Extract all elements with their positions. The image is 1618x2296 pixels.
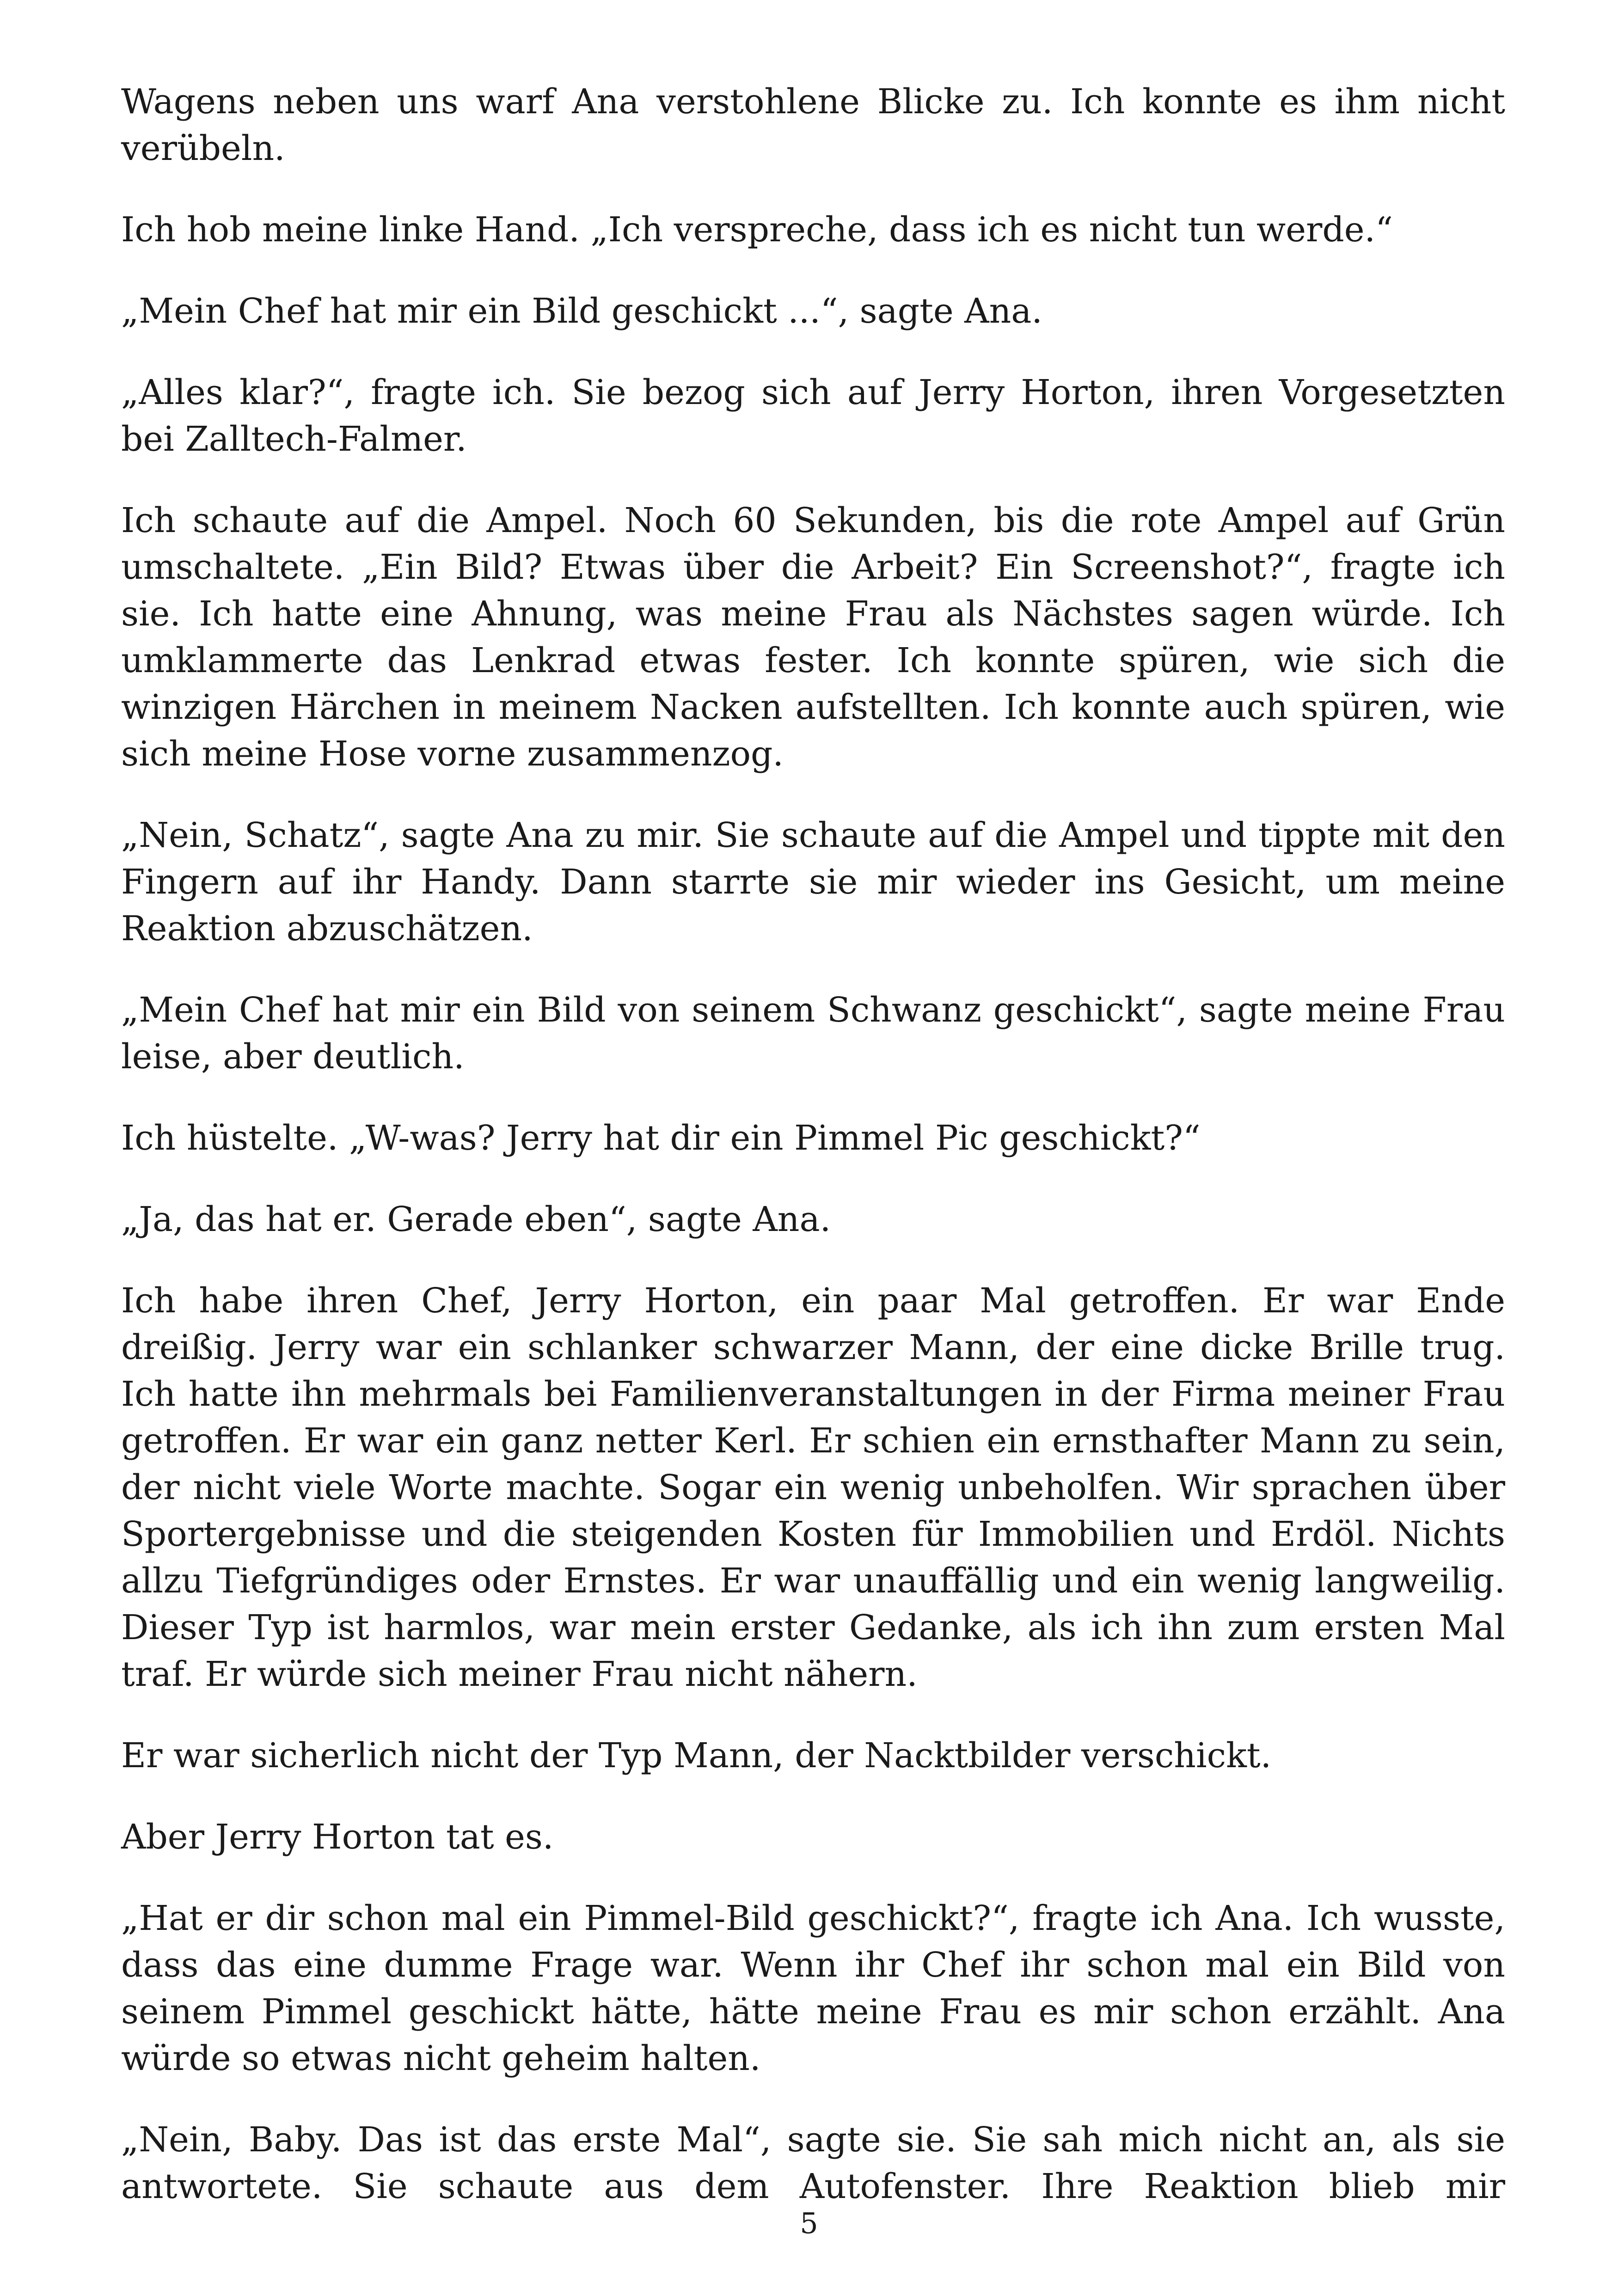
paragraph: Er war sicherlich nicht der Typ Mann, der Nacktbilder verschickt.	[121, 1736, 1272, 1776]
paragraph: „Nein, Schatz“, sagte Ana zu mir. Sie schaute auf die Ampel und tippte mit den Fingern auf ihr Handy. Dann starrte sie mir wieder ins Gesicht, um meine Reaktion abzuschätzen.	[121, 815, 1505, 949]
paragraph: „Ja, das hat er. Gerade eben“, sagte Ana.	[121, 1200, 831, 1239]
paragraph: Wagens neben uns warf Ana verstohlene Blicke zu. Ich konnte es ihm nicht verübeln.	[121, 82, 1505, 168]
paragraph: Ich hüstelte. „W-was? Jerry hat dir ein Pimmel Pic geschickt?“	[121, 1118, 1201, 1158]
paragraph: Ich schaute auf die Ampel. Noch 60 Sekunden, bis die rote Ampel auf Grün umschaltete. „Ein Bild? Etwas über die Arbeit? Ein Screenshot?“, fragte ich sie. Ich hatte eine Ahnung, was meine Frau als Nächstes sagen würde. Ich umklammerte das Lenkrad etwas fester. Ich konnte spüren, wie sich die winzigen Härchen in meinem Nacken aufstellten. Ich konnte auch spüren, wie sich meine Hose vorne zusammenzog.	[121, 501, 1505, 774]
paragraph: „Mein Chef hat mir ein Bild von seinem Schwanz geschickt“, sagte meine Frau leise, aber deutlich.	[121, 990, 1505, 1077]
paragraph: „Mein Chef hat mir ein Bild geschickt ...“, sagte Ana.	[121, 291, 1042, 331]
paragraph: Ich habe ihren Chef, Jerry Horton, ein paar Mal getroffen. Er war Ende dreißig. Jerry war ein schlanker schwarzer Mann, der eine dicke Brille trug. Ich hatte ihn mehrmals bei Familienveranstaltungen in der Firma meiner Frau getroffen. Er war ein ganz netter Kerl. Er schien ein ernsthafter Mann zu sein, der nicht viele Worte machte. Sogar ein wenig unbeholfen. Wir sprachen über Sportergebnisse und die steigenden Kosten für Immobilien und Erdöl. Nichts allzu Tiefgründiges oder Ernstes. Er war unauffällig und ein wenig langweilig. Dieser Typ ist harmlos, war mein erster Gedanke, als ich ihn zum ersten Mal traf. Er würde sich meiner Frau nicht nähern.	[121, 1281, 1505, 1694]
page-body	[121, 79, 1505, 2210]
paragraph: „Hat er dir schon mal ein Pimmel-Bild geschickt?“, fragte ich Ana. Ich wusste, dass das eine dumme Frage war. Wenn ihr Chef ihr schon mal ein Bild von seinem Pimmel geschickt hätte, hätte meine Frau es mir schon erzählt. Ana würde so etwas nicht geheim halten.	[121, 1898, 1505, 2078]
paragraph: Aber Jerry Horton tat es.	[121, 1817, 554, 1857]
paragraph: Ich hob meine linke Hand. „Ich verspreche, dass ich es nicht tun werde.“	[121, 210, 1393, 250]
page-number: 5	[800, 2206, 818, 2240]
paragraph: „Nein, Baby. Das ist das erste Mal“, sagte sie. Sie sah mich nicht an, als sie antwortete. Sie schaute aus dem Autofenster. Ihre Reaktion blieb mir	[121, 2120, 1505, 2206]
paragraph: „Alles klar?“, fragte ich. Sie bezog sich auf Jerry Horton, ihren Vorgesetzten bei Zalltech-Falmer.	[121, 373, 1505, 459]
